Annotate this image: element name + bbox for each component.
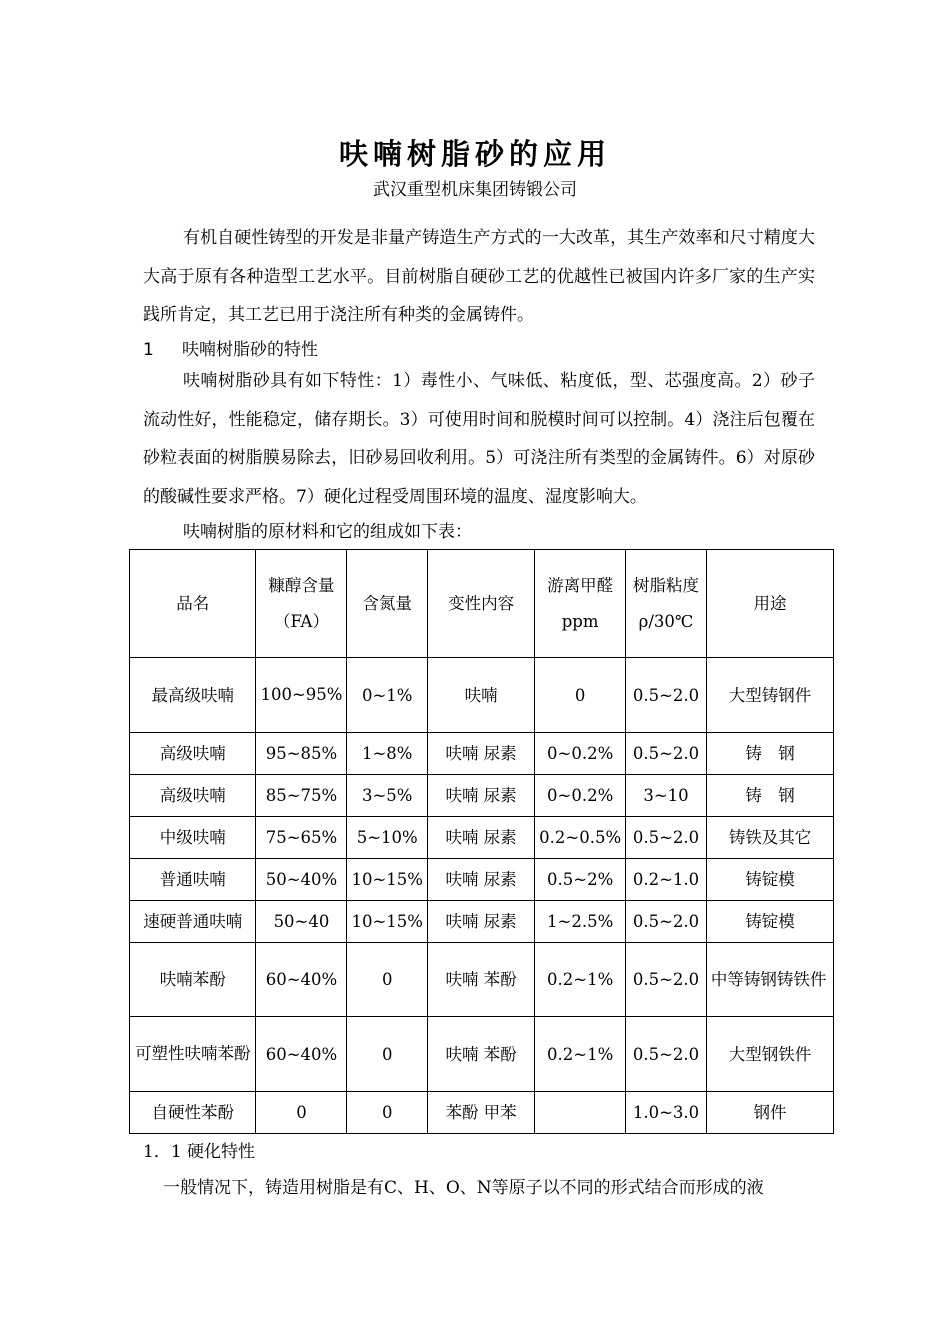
table-cell: 0.5~2.0 [626,1017,707,1092]
header-cell: 游离甲醛ppm [535,550,626,658]
table-cell: 95~85% [256,733,347,775]
table-cell: 3~5% [347,775,428,817]
table-row [130,658,834,733]
table-cell: 0.5~2.0 [626,943,707,1017]
table-cell: 0.5~2.0 [626,901,707,943]
table-cell: 呋喃 [427,658,534,733]
table-cell: 呋喃 尿素 [427,733,534,775]
table-header-row [130,550,834,658]
table-cell: 呋喃 尿素 [427,859,534,901]
section-1-heading [143,335,318,360]
table-cell: 中等铸钢铸铁件 [706,943,833,1017]
table-cell: 0.5~2.0 [626,817,707,859]
header-cell: 用途 [706,550,833,658]
table-cell: 呋喃 苯酚 [427,1017,534,1092]
table-cell: 苯酚 甲苯 [427,1092,534,1134]
table-row [130,817,834,859]
header-cell: 品名 [130,550,256,658]
table-cell: 0~1% [347,658,428,733]
table-cell: 50~40 [256,901,347,943]
table-cell: 10~15% [347,859,428,901]
intro-paragraph: 有机自硬性铸型的开发是非量产铸造生产方式的一大改革，其生产效率和尺寸精度大大高于原有各种造型工艺水平。目前树脂自硬砂工艺的优越性已被国内许多厂家的生产实践所肯定，其工艺已用于浇注所有种类的金属铸件。 [143,228,815,325]
table-cell: 100~95% [256,658,347,733]
table-cell: 铸铁及其它 [706,817,833,859]
table-row [130,1092,834,1134]
table-cell: 0 [347,1017,428,1092]
table-cell: 10~15% [347,901,428,943]
table-cell: 5~10% [347,817,428,859]
table-cell: 0 [256,1092,347,1134]
table-cell: 0~0.2% [535,733,626,775]
section-1-1-paragraph: 一般情况下，铸造用树脂是有C、H、O、N等原子以不同的形式结合而形成的液 [163,1178,764,1198]
table-cell: 呋喃 苯酚 [427,943,534,1017]
table-row [130,733,834,775]
table-row [130,901,834,943]
table-cell: 0.2~1.0 [626,859,707,901]
table-cell: 85~75% [256,775,347,817]
header-cell: 树脂粘度ρ/30℃ [626,550,707,658]
table-cell: 3~10 [626,775,707,817]
table-cell: 普通呋喃 [130,859,256,901]
table-cell: 0 [347,943,428,1017]
table-cell: 自硬性苯酚 [130,1092,256,1134]
document-title: 呋喃树脂砂的应用 [338,137,611,171]
table-intro-text: 呋喃树脂的原材料和它的组成如下表： [183,522,472,542]
table-cell: 0~0.2% [535,775,626,817]
section-1-1-heading: 1．1 硬化特性 [143,1142,256,1162]
table-cell: 1~8% [347,733,428,775]
table-cell: 呋喃 尿素 [427,901,534,943]
table-cell: 0 [535,658,626,733]
table-cell: 中级呋喃 [130,817,256,859]
table-cell: 钢件 [706,1092,833,1134]
table-cell: 大型铸钢件 [706,658,833,733]
table-cell: 大型钢铁件 [706,1017,833,1092]
table-cell: 0.5~2.0 [626,733,707,775]
table-cell: 0.5~2% [535,859,626,901]
table-cell: 速硬普通呋喃 [130,901,256,943]
table-cell: 高级呋喃 [130,733,256,775]
table-cell: 75~65% [256,817,347,859]
table-cell [535,1092,626,1134]
table-cell: 铸锭模 [706,859,833,901]
table-cell: 1~2.5% [535,901,626,943]
table-cell: 呋喃 尿素 [427,775,534,817]
table-cell: 最高级呋喃 [130,658,256,733]
table-cell: 50~40% [256,859,347,901]
table-cell: 60~40% [256,1017,347,1092]
header-cell: 含氮量 [347,550,428,658]
table-cell: 铸 钢 [706,733,833,775]
table-cell: 铸 钢 [706,775,833,817]
table-cell: 高级呋喃 [130,775,256,817]
section-1-title: 呋喃树脂砂的特性 [182,340,318,360]
table-cell: 0.2~1% [535,1017,626,1092]
section-1-paragraph: 呋喃树脂砂具有如下特性：1）毒性小、气味低、粘度低，型、芯强度高。2）砂子流动性好，性能稳定，储存期长。3）可使用时间和脱模时间可以控制。4）浇注后包覆在砂粒表面的树脂膜易除去，旧砂易回收利用。5）可浇注所有类型的金属铸件。6）对原砂的酸碱性要求严格。7）硬化过程受周围环境的温度、湿度影响大。 [143,371,815,507]
table-cell: 可塑性呋喃苯酚 [130,1017,256,1092]
table-cell: 呋喃苯酚 [130,943,256,1017]
table-row [130,775,834,817]
table-cell: 0.5~2.0 [626,658,707,733]
header-cell: 糠醇含量（FA） [256,550,347,658]
table-cell: 铸锭模 [706,901,833,943]
table-row [130,859,834,901]
section-1-number: 1 [143,340,154,360]
table-cell: 1.0~3.0 [626,1092,707,1134]
table-cell: 60~40% [256,943,347,1017]
table-cell: 呋喃 尿素 [427,817,534,859]
header-cell: 变性内容 [427,550,534,658]
table-row [130,1017,834,1092]
document-subtitle: 武汉重型机床集团铸锻公司 [373,180,577,200]
table-cell: 0.2~1% [535,943,626,1017]
resin-composition-table [129,549,834,1134]
table-cell: 0.2~0.5% [535,817,626,859]
table-cell: 0 [347,1092,428,1134]
table-row [130,943,834,1017]
